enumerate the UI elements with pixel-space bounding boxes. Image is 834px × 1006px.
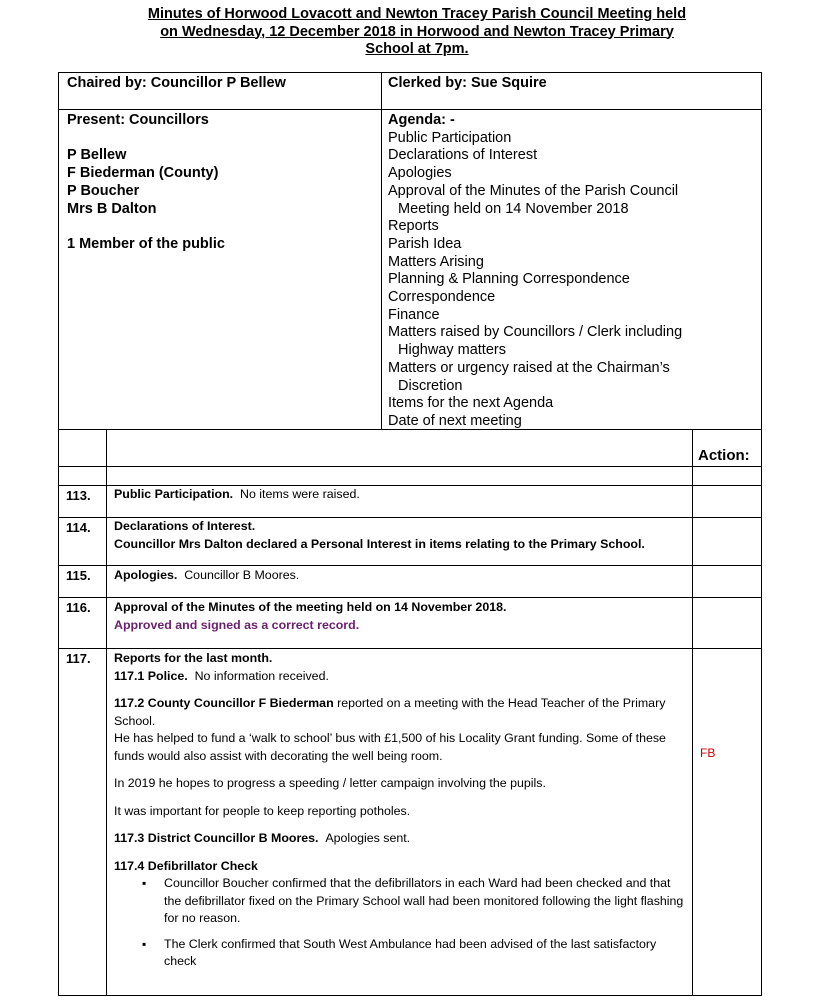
agenda-item: Approval of the Minutes of the Parish Council	[388, 182, 679, 199]
district-detail: Apologies sent.	[325, 831, 411, 845]
defib-bullet: ▪ The Clerk confirmed that South West Ambulance had been advised of the last satisfactory check	[164, 936, 686, 971]
agenda-item: Finance	[388, 306, 440, 323]
county-heading: 117.2 County Councillor F Biederman	[114, 696, 334, 710]
agenda-item-continued: Highway matters	[398, 342, 506, 359]
county-detail-4: It was important for people to keep reporting potholes.	[114, 803, 411, 818]
item-heading: Apologies.	[114, 568, 178, 582]
county-detail-2: He has helped to fund a ‘walk to school’ bus with £1,500 of his Locality Grant funding. Some of these funds would also assist with decorating the well being room.	[114, 731, 666, 763]
agenda-item-continued: Discretion	[398, 377, 463, 394]
chaired-by: Chaired by: Councillor P Bellew	[67, 75, 286, 91]
item-heading: Declarations of Interest.	[114, 519, 256, 533]
row-divider	[58, 466, 762, 467]
agenda-item: Matters Arising	[388, 253, 484, 270]
county-detail-3: In 2019 he hopes to progress a speeding / letter campaign involving the pupils.	[114, 776, 546, 790]
agenda-section	[388, 112, 758, 431]
item-heading: Reports for the last month.	[114, 651, 273, 665]
row-divider	[58, 597, 762, 598]
item-number: 113.	[66, 488, 91, 503]
agenda-item: Planning & Planning Correspondence	[388, 271, 630, 288]
table-border-left	[58, 430, 59, 996]
meeting-header-table	[58, 72, 762, 430]
action-initials: FB	[700, 746, 716, 760]
agenda-item: Items for the next Agenda	[388, 395, 554, 412]
present-section	[67, 112, 367, 254]
item-number: 114.	[66, 520, 91, 535]
agenda-item: Matters raised by Councillors / Clerk including	[388, 324, 683, 341]
agenda-item: Correspondence	[388, 289, 496, 306]
item-117-text	[114, 650, 686, 979]
header-column-divider	[381, 73, 382, 429]
agenda-item: Apologies	[388, 165, 452, 182]
item-heading: Public Participation.	[114, 487, 234, 501]
item-number: 116.	[66, 600, 91, 615]
table-border-bottom	[58, 995, 762, 996]
minutes-table	[58, 430, 762, 996]
title-line-2: on Wednesday, 12 December 2018 in Horwood and Newton Tracey Primary	[160, 23, 674, 40]
public-attendance: 1 Member of the public	[67, 235, 225, 252]
present-label: Present: Councillors	[67, 112, 209, 128]
agenda-item: Date of next meeting	[388, 412, 522, 429]
table-border-right	[761, 430, 762, 996]
district-heading: 117.3 District Councillor B Moores.	[114, 831, 319, 845]
item-heading: Approval of the Minutes of the meeting held on 14 November 2018.	[114, 600, 507, 614]
agenda-item: Matters or urgency raised at the Chairman’s	[388, 359, 670, 376]
item-detail: No items were raised.	[240, 487, 360, 501]
agenda-label: Agenda: -	[388, 112, 455, 128]
councillor-entry: P Boucher	[67, 182, 140, 199]
approval-note: Approved and signed as a correct record.	[114, 617, 360, 632]
county-detail: reported on a meeting with the Head Teacher of the Primary School.	[114, 696, 666, 728]
item-detail: Councillor B Moores.	[184, 568, 300, 582]
title-line-1: Minutes of Horwood Lovacott and Newton Tracey Parish Council Meeting held	[147, 6, 687, 22]
agenda-item: Reports	[388, 218, 439, 235]
item-116-text	[114, 599, 686, 634]
agenda-item-continued: Meeting held on 14 November 2018	[398, 200, 629, 217]
item-115-text	[114, 567, 686, 585]
row-divider	[58, 565, 762, 566]
agenda-item: Declarations of Interest	[388, 147, 538, 164]
clerked-by: Clerked by: Sue Squire	[388, 75, 547, 91]
item-number: 115.	[66, 568, 91, 583]
action-column-header: Action:	[698, 447, 750, 464]
agenda-item: Public Participation	[388, 129, 512, 146]
police-heading: 117.1 Police.	[114, 668, 188, 683]
councillor-entry: P Bellew	[67, 147, 127, 164]
header-row-divider	[59, 109, 761, 110]
item-number: 117.	[66, 651, 91, 666]
item-113-text	[114, 486, 686, 504]
agenda-item: Parish Idea	[388, 235, 462, 252]
row-divider	[58, 648, 762, 649]
councillor-entry: Mrs B Dalton	[67, 200, 157, 217]
title-line-3: School at 7pm.	[365, 41, 469, 57]
defib-heading: 117.4 Defibrillator Check	[114, 858, 258, 873]
defib-bullet: ▪ Councillor Boucher confirmed that the defibrillators in each Ward had been checked and that the defibrillator fixed on the Primary School wall had been monitored following the light flashing for no reason.	[164, 875, 686, 928]
item-detail: Councillor Mrs Dalton declared a Personal Interest in items relating to the Primary School.	[114, 536, 645, 551]
police-detail: No information received.	[194, 668, 329, 683]
councillor-entry: F Biederman (County)	[67, 165, 219, 182]
number-column-divider	[106, 430, 107, 996]
minutes-title	[0, 6, 834, 59]
item-114-text	[114, 518, 686, 553]
action-column-divider	[692, 430, 693, 996]
defib-list	[114, 875, 686, 971]
